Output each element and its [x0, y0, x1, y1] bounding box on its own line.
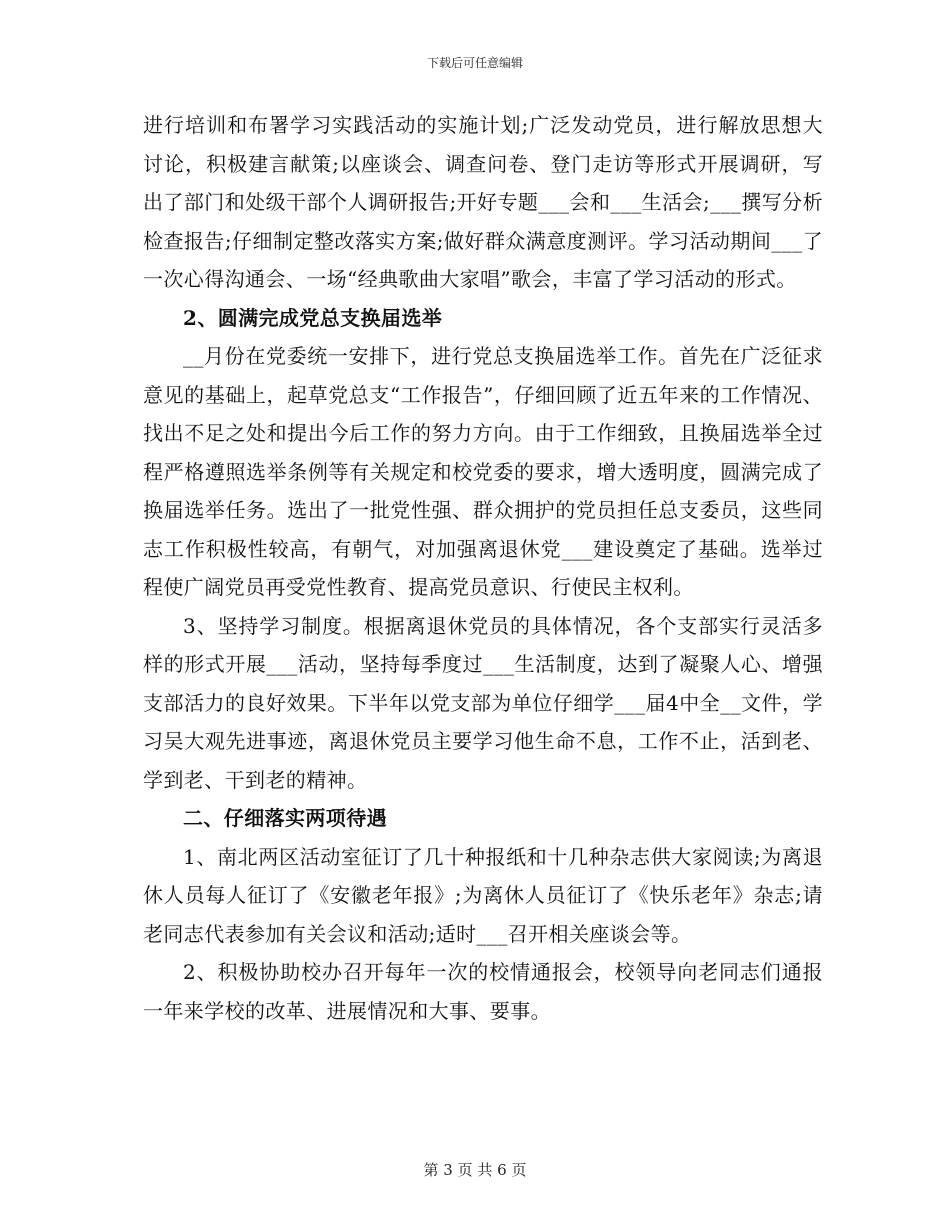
page-header: 下载后可任意编辑 [426, 56, 523, 70]
paragraph-reading-room: 1、南北两区活动室征订了几十种报纸和十几种杂志供大家阅读;为离退休人员每人征订了《安徽老年报》;为离休人员征订了《快乐老年》杂志;请老同志代表参加有关会议和活动;适时___召开相关座谈会等。 [143, 844, 823, 946]
heading-election: 2、圆满完成党总支换届选举 [183, 305, 443, 330]
paragraph-training-plan: 进行培训和布署学习实践活动的实施计划;广泛发动党员，进行解放思想大讨论，积极建言献策;以座谈会、调查问卷、登门走访等形式开展调研，写出了部门和处级干部个人调研报告;开好专题___会和___生活会;___撰写分析检查报告;仔细制定整改落实方案;做好群众满意度测评。学习活动期间___了一次心得沟通会、一场“经典歌曲大家唱”歌会，丰富了学习活动的形式。 [143, 113, 823, 291]
paragraph-study-system: 3、坚持学习制度。根据离退休党员的具体情况，各个支部实行灵活多样的形式开展___活动，坚持每季度过___生活制度，达到了凝聚人心、增强支部活力的良好效果。下半年以党支部为单位仔细学___届4中全__文件，学习吴大观先进事迹，离退休党员主要学习他生命不息，工作不止，活到老、学到老、干到老的精神。 [143, 613, 823, 792]
page-number: 第 3 页 共 6 页 [423, 1161, 527, 1179]
document-body [143, 106, 823, 1030]
paragraph-briefing: 2、积极协助校办召开每年一次的校情通报会，校领导向老同志们通报一年来学校的改革、进展情况和大事、要事。 [143, 960, 823, 1023]
paragraph-election: __月份在党委统一安排下，进行党总支换届选举工作。首先在广泛征求意见的基础上，起草党总支“工作报告”，仔细回顾了近五年来的工作情况、找出不足之处和提出今后工作的努力方向。由于工作细致，且换届选举全过程严格遵照选举条例等有关规定和校党委的要求，增大透明度，圆满完成了换届选举任务。选出了一批党性强、群众拥护的党员担任总支委员，这些同志工作积极性较高，有朝气，对加强离退休党___建设奠定了基础。选举过程使广阔党员再受党性教育、提高党员意识、行使民主权利。 [143, 344, 823, 599]
heading-benefits: 二、仔细落实两项待遇 [183, 806, 387, 830]
